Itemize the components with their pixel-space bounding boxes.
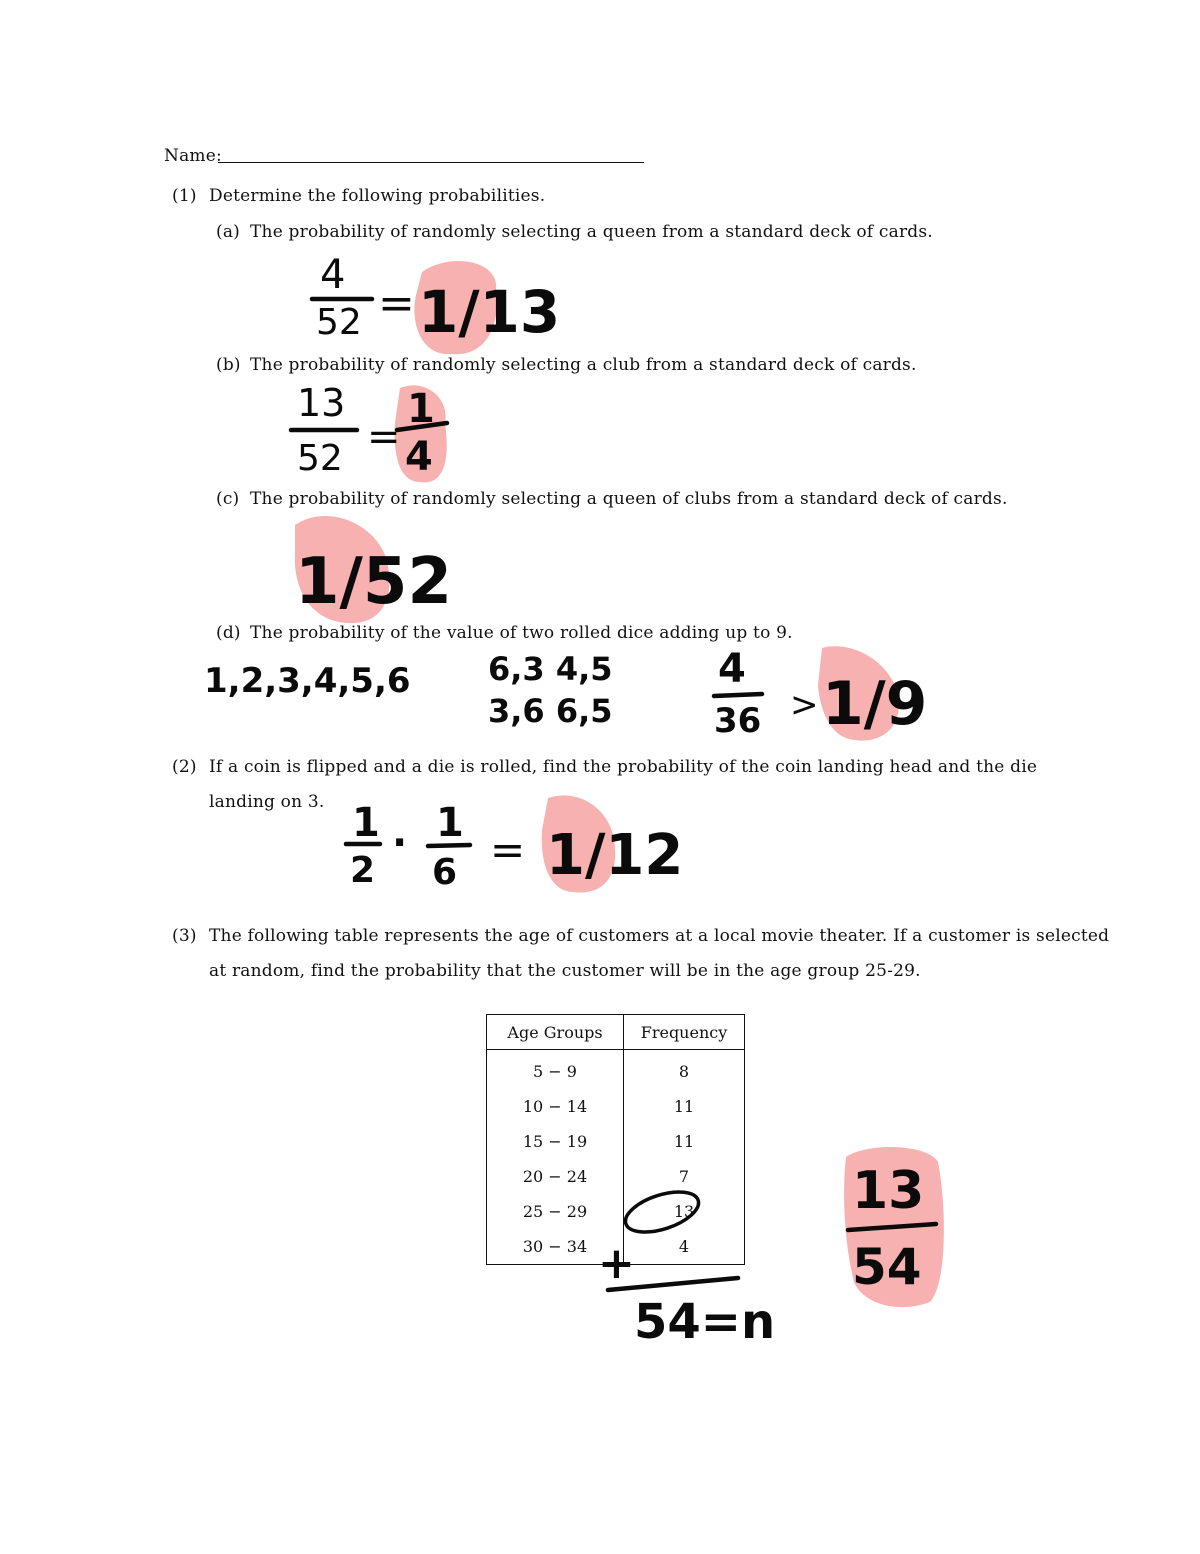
freq-cell: 11 bbox=[673, 1132, 695, 1151]
handwritten-answer-a bbox=[300, 250, 561, 360]
handwritten-sum-work bbox=[590, 1180, 790, 1350]
name-field-line[interactable] bbox=[218, 162, 644, 163]
table-row bbox=[487, 1050, 745, 1090]
hw-q3-plus: + bbox=[598, 1238, 635, 1289]
hw-b-eq: = bbox=[367, 414, 401, 460]
age-cell: 20 − 24 bbox=[487, 1159, 624, 1194]
handwritten-answer-q2 bbox=[340, 790, 684, 900]
q2-number: (2) bbox=[172, 757, 197, 777]
hw-d-arrow: > bbox=[790, 685, 819, 725]
q1b-label: (b) bbox=[216, 355, 241, 375]
handwritten-answer-c bbox=[285, 505, 452, 630]
freq-cell: 13 bbox=[673, 1202, 695, 1221]
hw-q2-half-num: 1 bbox=[352, 800, 380, 846]
age-cell: 10 − 14 bbox=[487, 1089, 624, 1124]
age-cell: 30 − 34 bbox=[487, 1229, 624, 1265]
hw-d-den: 36 bbox=[714, 701, 762, 741]
hw-q3-total: 54=n bbox=[634, 1294, 776, 1350]
hw-q2-half-den: 2 bbox=[350, 850, 376, 891]
hw-q2-sixth-num: 1 bbox=[436, 800, 464, 846]
hw-q2-answer: 1/12 bbox=[546, 823, 684, 888]
q1a-label: (a) bbox=[216, 222, 240, 242]
q3-line2: at random, find the probability that the customer will be in the age group 25-29. bbox=[209, 961, 921, 981]
age-cell: 5 − 9 bbox=[487, 1050, 624, 1090]
q1d-text: The probability of the value of two rolled dice adding up to 9. bbox=[250, 623, 793, 643]
hw-d-outcomes: 1,2,3,4,5,6 bbox=[204, 661, 411, 701]
table-row bbox=[487, 1089, 745, 1124]
name-label: Name: bbox=[164, 146, 222, 166]
freq-cell: 4 bbox=[678, 1237, 690, 1256]
hw-q3-ans-den: 54 bbox=[852, 1238, 922, 1296]
circle-mark-13 bbox=[621, 1184, 704, 1240]
q3-number: (3) bbox=[172, 926, 197, 946]
hw-b-den: 52 bbox=[297, 438, 343, 479]
q1c-label: (c) bbox=[216, 489, 240, 509]
hw-b-ans-num: 1 bbox=[407, 386, 435, 432]
handwritten-answer-b bbox=[285, 378, 485, 488]
hw-d-pairs-row1: 6,3 4,5 bbox=[488, 650, 613, 688]
q2-line2: landing on 3. bbox=[209, 792, 325, 812]
age-cell: 15 − 19 bbox=[487, 1124, 624, 1159]
q1c-text: The probability of randomly selecting a queen of clubs from a standard deck of cards. bbox=[250, 489, 1008, 509]
hw-a-num: 4 bbox=[320, 252, 346, 298]
q1-number: (1) bbox=[172, 186, 197, 206]
age-cell: 25 − 29 bbox=[487, 1194, 624, 1229]
q1d-label: (d) bbox=[216, 623, 241, 643]
table-row bbox=[487, 1124, 745, 1159]
handwritten-answer-q3 bbox=[838, 1142, 958, 1312]
q3-line1: The following table represents the age of customers at a local movie theater. If a customer is selected bbox=[209, 926, 1110, 946]
freq-cell: 11 bbox=[673, 1097, 695, 1116]
freq-cell: 8 bbox=[678, 1062, 690, 1081]
q1-text: Determine the following probabilities. bbox=[209, 186, 546, 206]
hw-q2-sixth-den: 6 bbox=[432, 852, 458, 893]
handwritten-work-d bbox=[200, 640, 928, 750]
hw-b-ans-den: 4 bbox=[405, 434, 433, 480]
hw-a-eq: = bbox=[378, 278, 415, 329]
hw-q2-eq: = bbox=[490, 825, 526, 874]
hw-b-num: 13 bbox=[297, 381, 346, 425]
freq-cell: 7 bbox=[678, 1167, 690, 1186]
q2-line1: If a coin is flipped and a die is rolled, find the probability of the coin landing head and the die bbox=[209, 757, 1038, 777]
hw-q3-ans-num: 13 bbox=[852, 1161, 925, 1221]
hw-d-bar bbox=[714, 694, 762, 696]
hw-a-answer: 1/13 bbox=[418, 278, 561, 346]
hw-q2-sixth-bar bbox=[428, 845, 470, 846]
q1a-text: The probability of randomly selecting a queen from a standard deck of cards. bbox=[250, 222, 933, 242]
hw-d-answer: 1/9 bbox=[822, 669, 928, 739]
hw-d-pairs-row2: 3,6 6,5 bbox=[488, 692, 613, 730]
hw-c-answer: 1/52 bbox=[295, 545, 452, 619]
hw-a-den: 52 bbox=[316, 302, 362, 343]
table-header-age-groups: Age Groups bbox=[487, 1015, 624, 1050]
hw-d-num: 4 bbox=[718, 646, 746, 692]
table-header-frequency: Frequency bbox=[624, 1015, 745, 1050]
hw-q2-dot: · bbox=[392, 820, 408, 866]
q1b-text: The probability of randomly selecting a club from a standard deck of cards. bbox=[250, 355, 917, 375]
